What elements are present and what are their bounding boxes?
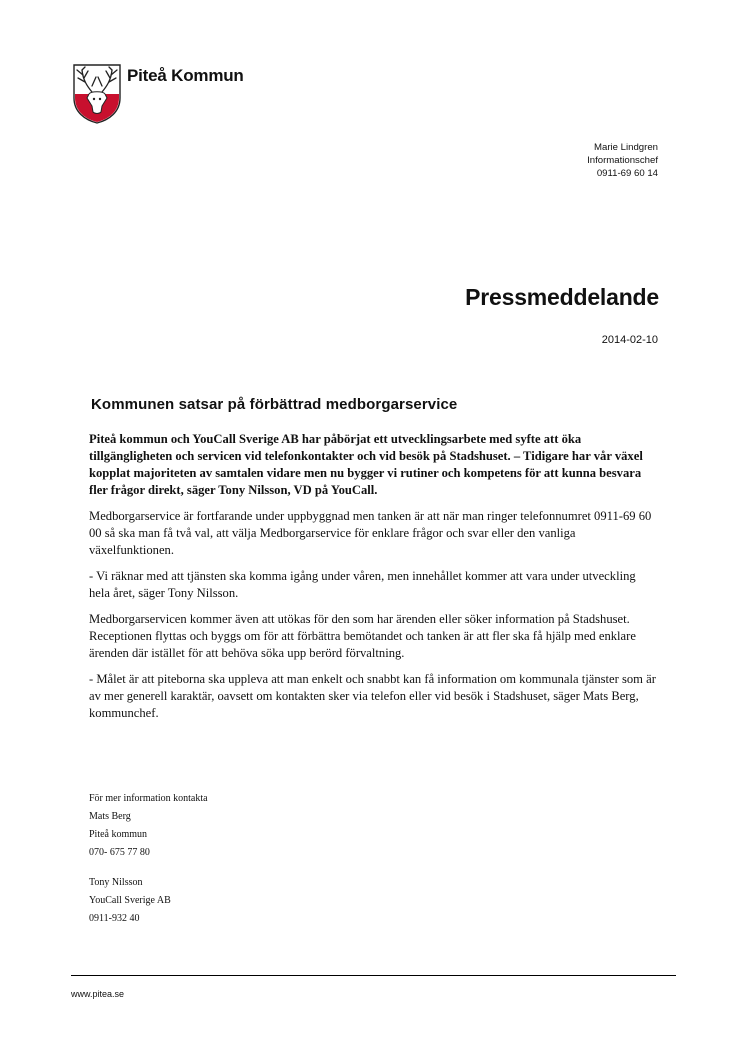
contact-phone: 0911-69 60 14: [596, 168, 658, 179]
contact1-name: Mats Berg: [89, 811, 131, 822]
contact-block: [587, 141, 658, 180]
spacer: [89, 862, 208, 874]
contact2-name: Tony Nilsson: [89, 877, 143, 888]
contact2-phone: 0911-932 40: [89, 913, 140, 924]
more-info-contacts: [89, 790, 208, 928]
reindeer-coat-of-arms-icon: [73, 64, 121, 124]
document-date: 2014-02-10: [601, 334, 658, 346]
contact2-org: YouCall Sverige AB: [89, 895, 171, 906]
body-paragraph: Medborgarservice är fortfarande under uppbyggnad men tanken är att när man ringer telefonnumret 0911-69 60 00 så ska man få två val, att välja Medborgarservice för enklare frågor och svar eller den vanliga växelfunktionen.: [89, 509, 652, 557]
body-paragraph: - Vi räknar med att tjänsten ska komma igång under våren, men innehållet kommer att vara under utveckling hela året, säger Tony Nilsson.: [89, 569, 636, 600]
body-paragraph: - Målet är att piteborna ska uppleva att man enkelt och snabbt kan få information om kommunala tjänster som är av mer generell karaktär, oavsett om kontakten sker via telefon eller vid besök i Stadshuset, säger Mats Berg, kommunchef.: [89, 672, 656, 720]
press-release-headline: Kommunen satsar på förbättrad medborgarservice: [91, 396, 458, 413]
document-type-heading: Pressmeddelande: [465, 284, 659, 310]
lead-paragraph: Piteå kommun och YouCall Sverige AB har påbörjat ett utvecklingsarbete med syfte att öka tillgängligheten och servicen vid telefonkontakter och vid besök på Stadshuset. – Tidigare har vår växel kopplat majoriteten av samtalen vidare men nu bygger vi rutiner och kompetens för att kunna besvara fler frågor direkt, säger Tony Nilsson, VD på YouCall.: [89, 432, 643, 497]
body-paragraph: Medborgarservicen kommer även att utökas för den som har ärenden eller söker information på Stadshuset. Receptionen flyttas och byggs om för att förbättra bemötandet och tanken är att fler ska få hjälp med enklare ärenden där istället för att behöva söka upp berörd förvaltning.: [89, 612, 636, 660]
footer-website-url: www.pitea.se: [71, 989, 125, 999]
contact-name: Marie Lindgren: [594, 142, 658, 153]
organization-name: Piteå Kommun: [127, 66, 244, 85]
contact1-org: Piteå kommun: [89, 829, 148, 840]
more-info-heading: För mer information kontakta: [89, 793, 208, 804]
press-release-body: [89, 431, 659, 731]
contact-title: Informationschef: [587, 155, 658, 166]
footer-divider: [71, 975, 676, 976]
contact1-phone: 070- 675 77 80: [89, 847, 150, 858]
